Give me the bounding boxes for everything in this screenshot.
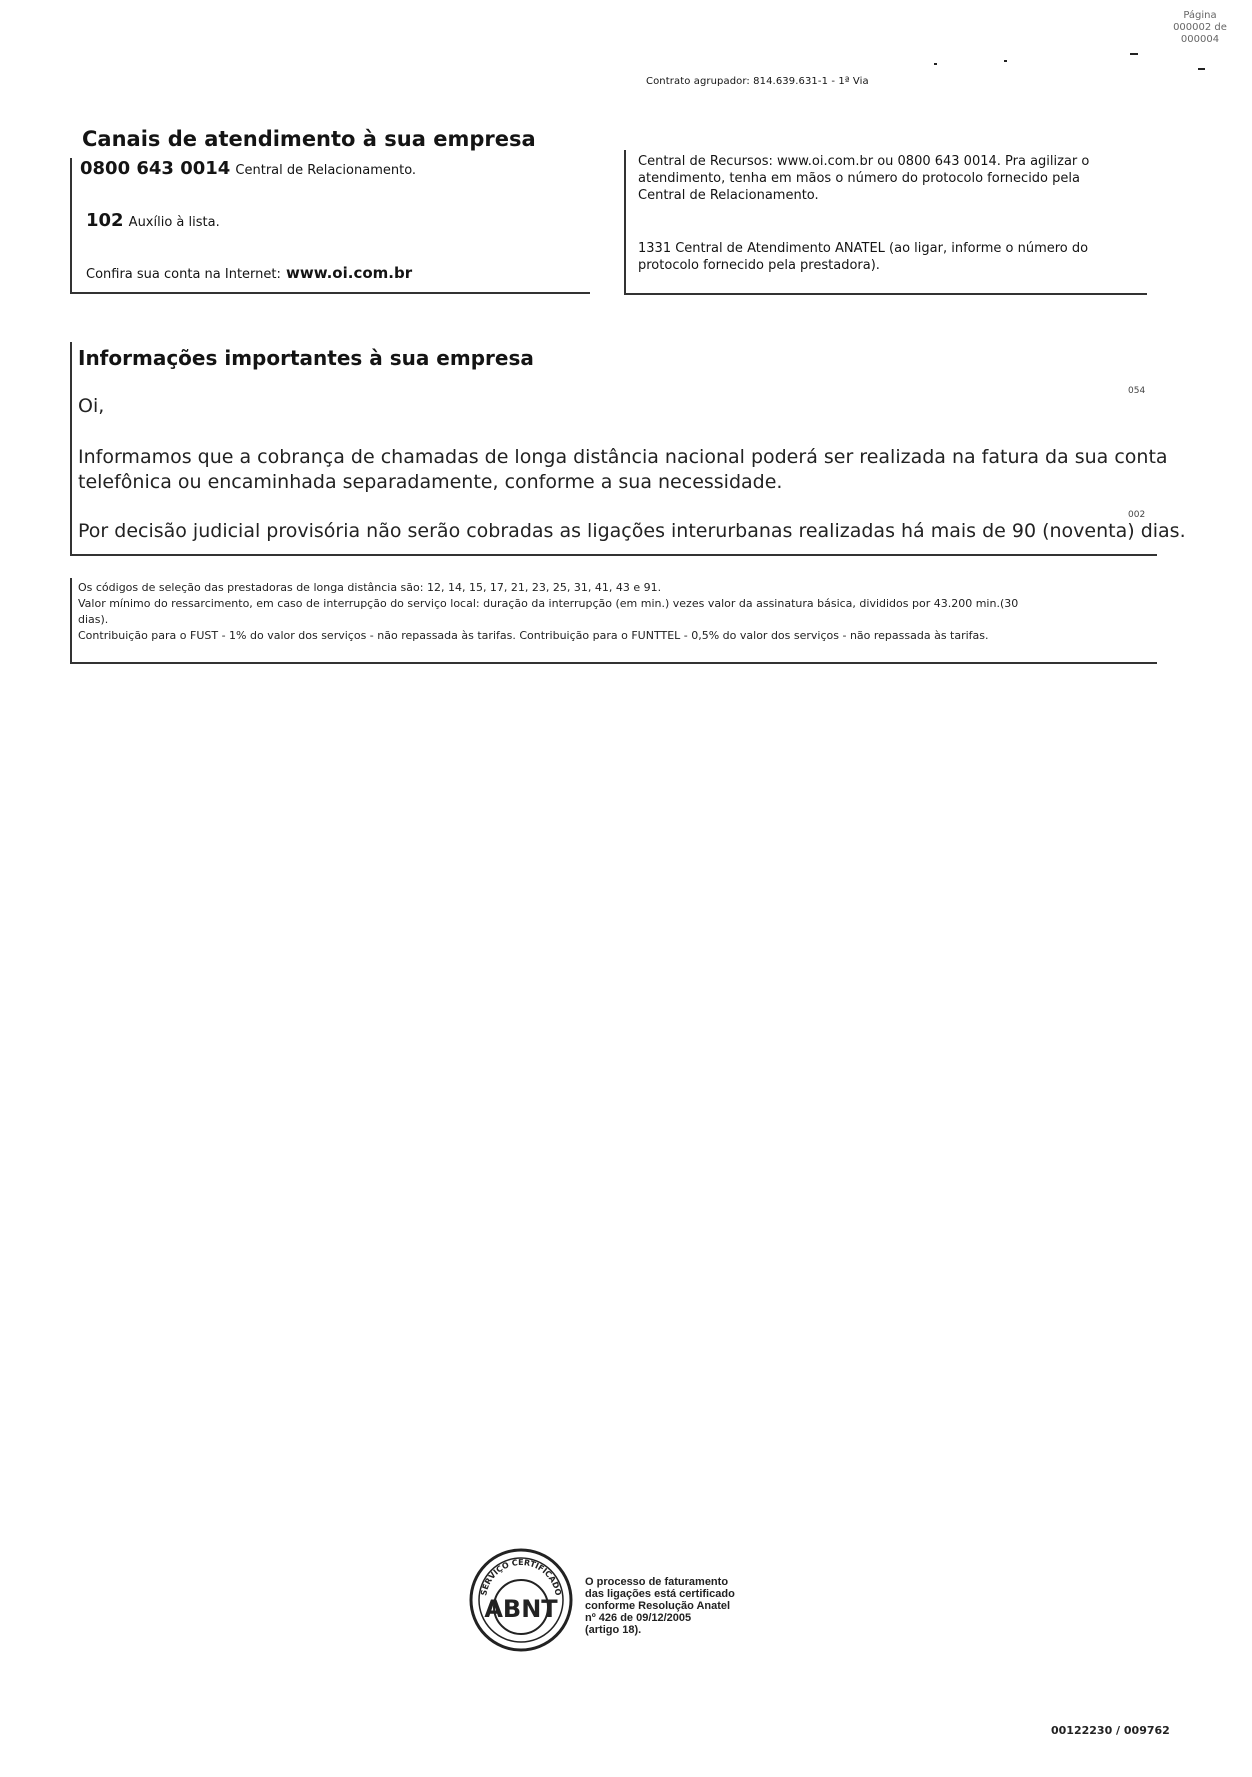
internet-url[interactable]: www.oi.com.br	[285, 264, 413, 282]
info-code-1: 054	[1128, 386, 1146, 396]
internet-line	[86, 263, 412, 282]
short-number: 102	[86, 210, 124, 231]
document-code: 00122230 / 009762	[1051, 1724, 1170, 1737]
scan-speck	[1004, 60, 1007, 62]
scan-speck	[1198, 68, 1205, 70]
cert-line-4: nº 426 de 09/12/2005	[585, 1612, 692, 1624]
info-greeting: Oi,	[78, 395, 105, 417]
page-indicator	[1160, 10, 1240, 46]
channels-right-box	[624, 150, 1147, 295]
seal-abnt-text: ABNT	[484, 1595, 558, 1623]
anatel-line-2: protocolo fornecido pela prestadora).	[638, 258, 880, 273]
note-carrier-codes: Os códigos de seleção das prestadoras de longa distância são: 12, 14, 15, 17, 21, 23, 25, 31, 41, 43 e 91.	[78, 581, 662, 594]
scan-speck	[1130, 53, 1138, 55]
short-number-line	[86, 210, 220, 231]
phone-line	[80, 158, 416, 179]
cert-line-2: das ligações está certificado	[585, 1588, 735, 1600]
info-paragraph-2: Por decisão judicial provisória não serão cobradas as ligações interurbanas realizadas há mais de 90 (noventa) dias.	[78, 520, 1186, 542]
channels-title: Canais de atendimento à sua empresa	[82, 127, 536, 151]
note-refund-line-1: Valor mínimo do ressarcimento, em caso de interrupção do serviço local: duração da interrupção (em min.) vezes valor da assinatura básica, divididos por 43.200 min.(30	[78, 597, 1019, 610]
info-code-2: 002	[1128, 510, 1146, 520]
page-current: 000002 de	[1173, 22, 1227, 33]
certification-text	[585, 1576, 735, 1636]
cert-line-3: conforme Resolução Anatel	[585, 1600, 731, 1612]
abnt-seal-icon	[466, 1545, 576, 1655]
info-paragraph-1-line-1: Informamos que a cobrança de chamadas de longa distância nacional poderá ser realizada na fatura da sua conta	[78, 446, 1168, 468]
note-refund-line-2: dias).	[78, 613, 109, 626]
contract-number: Contrato agrupador: 814.639.631-1 - 1ª Via	[646, 76, 869, 87]
cert-line-5: (artigo 18).	[585, 1624, 642, 1636]
resources-line-2: atendimento, tenha em mãos o número do protocolo fornecido pela	[638, 171, 1080, 186]
cert-line-1: O processo de faturamento	[585, 1576, 729, 1588]
page-total: 000004	[1180, 34, 1220, 45]
internet-prefix: Confira sua conta na Internet:	[86, 267, 281, 282]
info-paragraph-1-line-2: telefônica ou encaminhada separadamente, conforme a sua necessidade.	[78, 471, 783, 493]
abnt-certification-seal	[466, 1545, 576, 1659]
notes	[78, 580, 1163, 644]
note-contributions: Contribuição para o FUST - 1% do valor dos serviços - não repassada às tarifas. Contribuição para o FUNTTEL - 0,5% do valor dos serviços - não repassada às tarifas.	[78, 629, 989, 642]
short-label: Auxílio à lista.	[128, 215, 220, 230]
resources-line-3: Central de Relacionamento.	[638, 188, 819, 203]
channels-left-box	[70, 158, 590, 294]
resources-line-1: Central de Recursos: www.oi.com.br ou 0800 643 0014. Pra agilizar o	[638, 154, 1090, 169]
svg-text:SERVIÇO CERTIFICADO	[479, 1558, 563, 1597]
info-title: Informações importantes à sua empresa	[78, 346, 534, 370]
phone-number: 0800 643 0014	[80, 158, 231, 179]
anatel-line-1: 1331 Central de Atendimento ANATEL (ao ligar, informe o número do	[638, 241, 1089, 256]
phone-label: Central de Relacionamento.	[235, 163, 417, 178]
page-label: Página	[1183, 10, 1217, 21]
seal-ring-text: SERVIÇO CERTIFICADO	[479, 1557, 563, 1597]
scan-speck	[934, 63, 937, 65]
